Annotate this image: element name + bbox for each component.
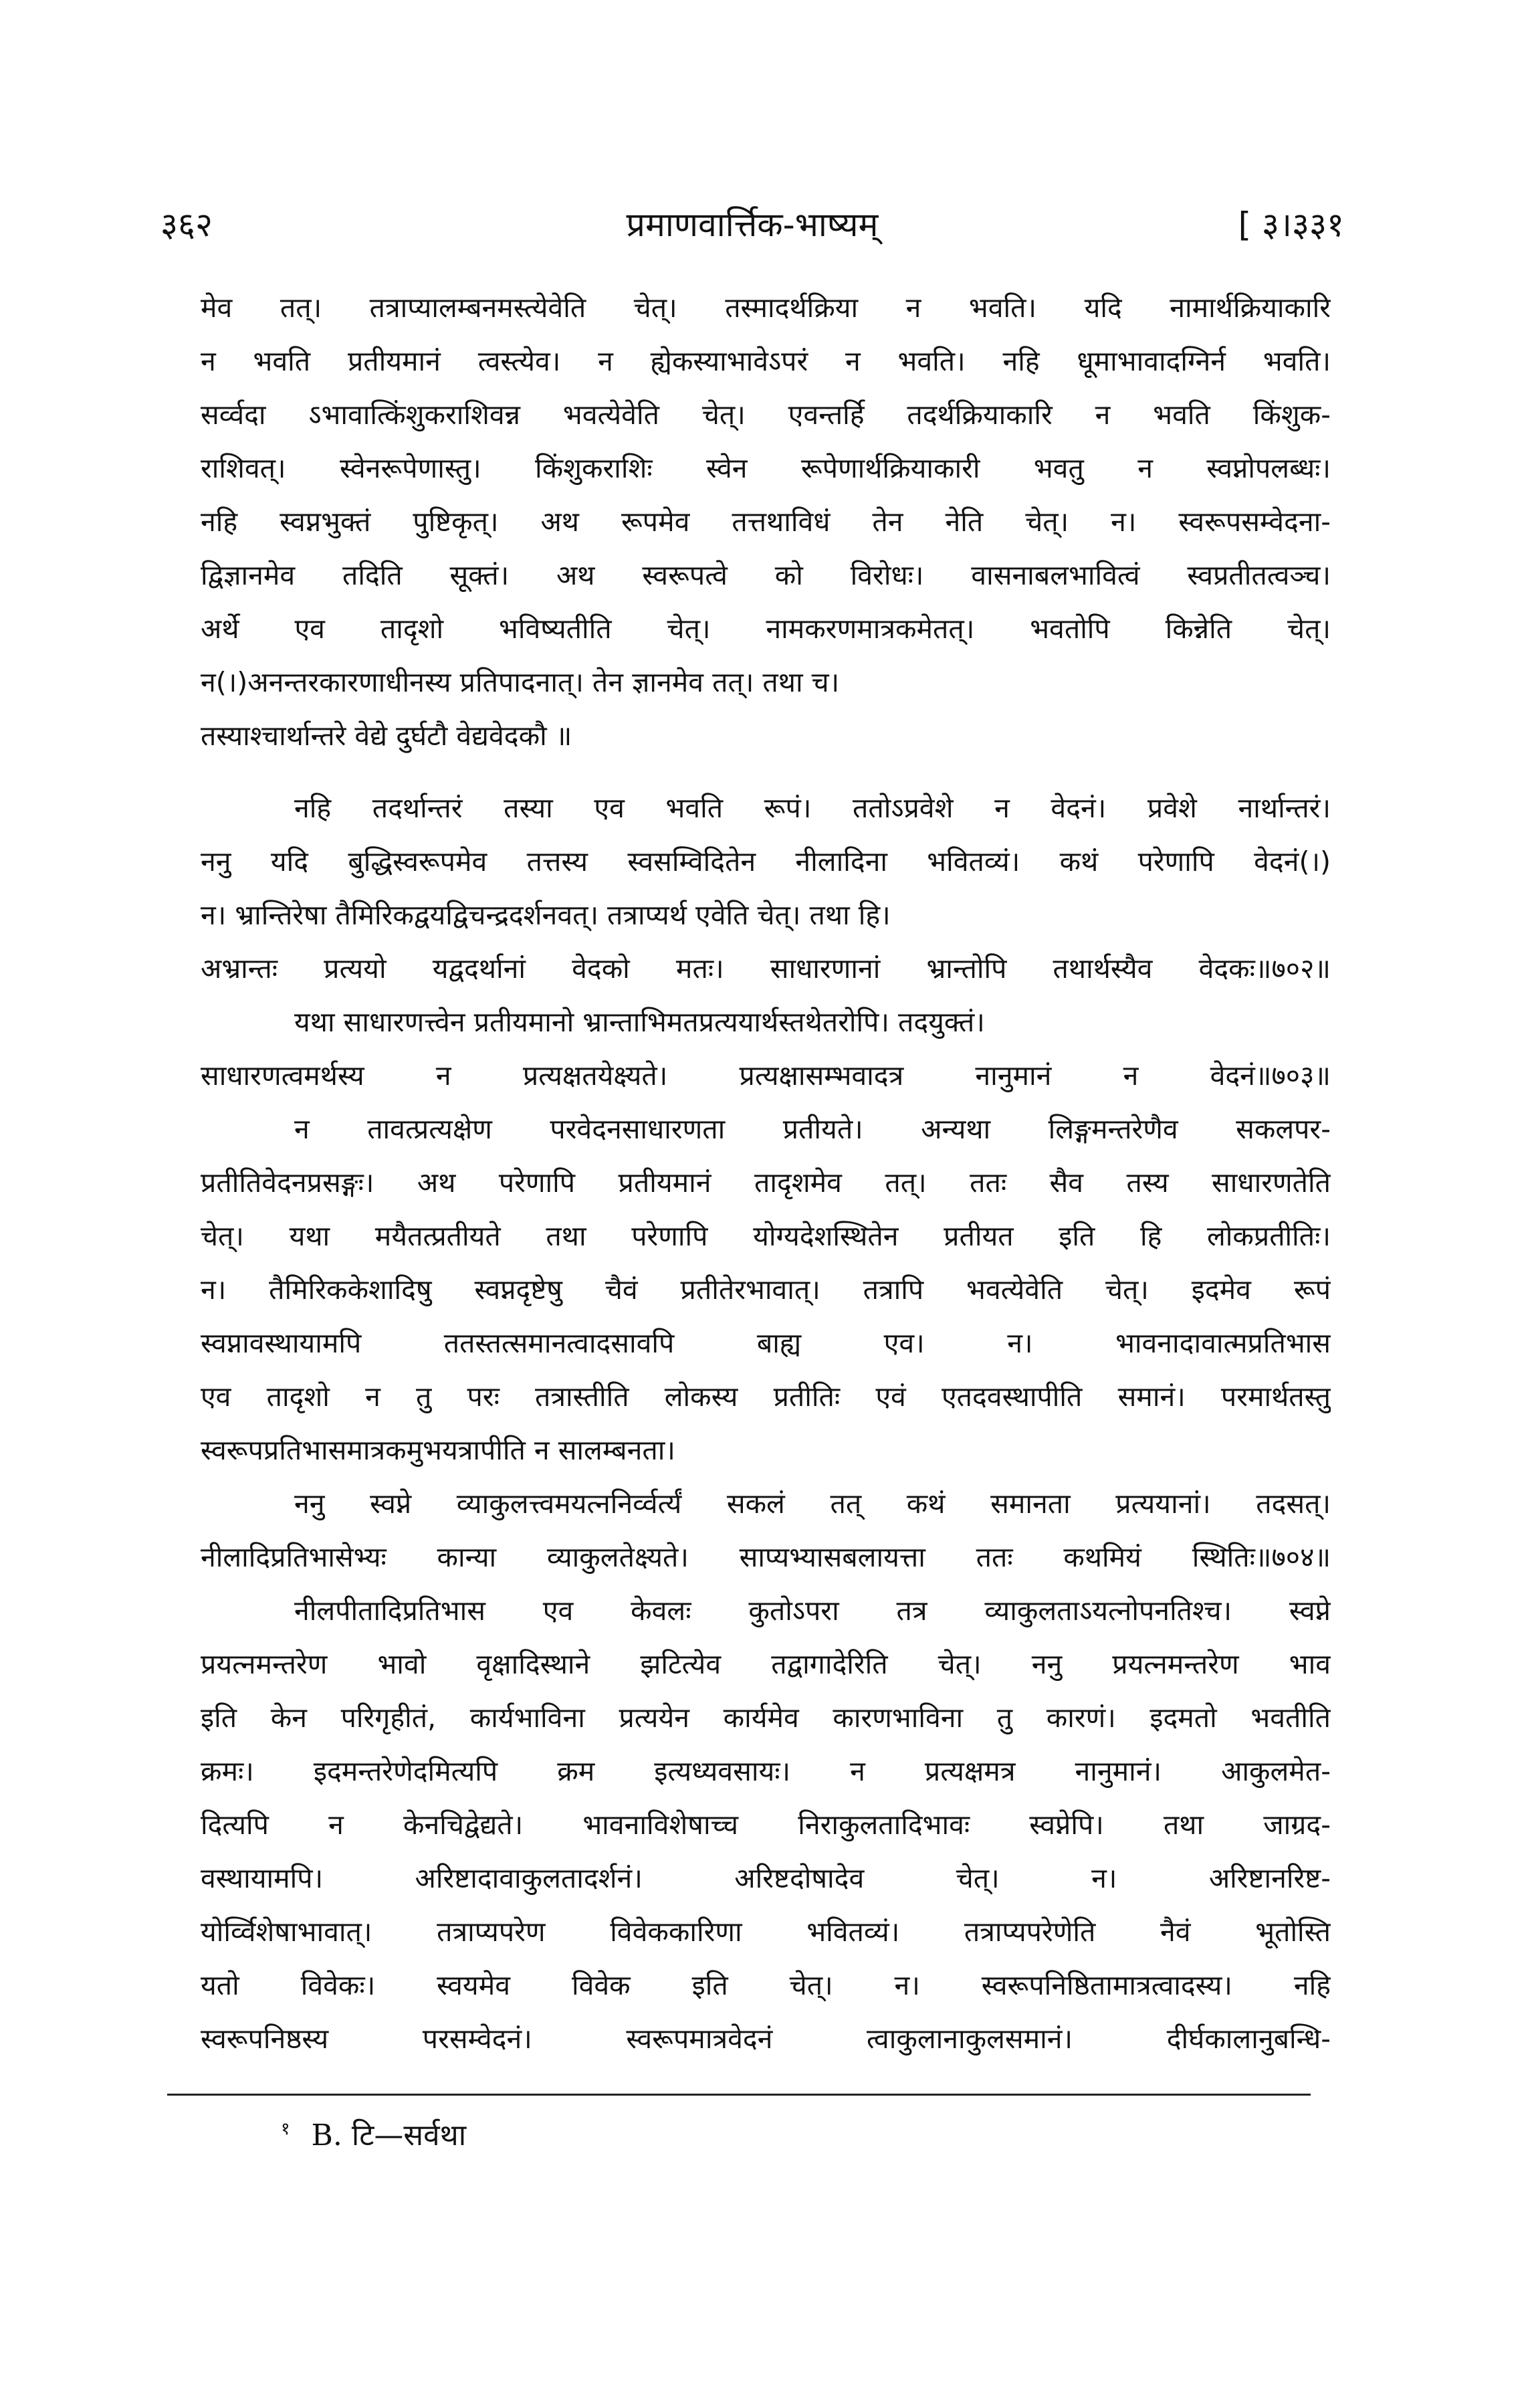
text-line: एव तादृशो न तु परः तत्रास्तीति लोकस्य प्रतीतिः एवं एतदवस्थापीति समानं। परमार्थतस्तु bbox=[201, 1381, 1331, 1413]
text-line: राशिवत्। स्वेनरूपेणास्तु। किंशुकराशिः स्वेन रूपेणार्थक्रियाकारी भवतु न स्वप्नोपलब्धः। bbox=[201, 452, 1331, 484]
text-line: न(।)अनन्तरकारणाधीनस्य प्रतिपादनात्। तेन ज्ञानमेव तत्। तथा च। bbox=[201, 666, 840, 698]
text-line: स्वप्नावस्थायामपि ततस्तत्समानत्वादसावपि बाह्य एव। न। भावनादावात्मप्रतिभास bbox=[201, 1327, 1331, 1359]
text-line: स्वरूपप्रतिभासमात्रकमुभयत्रापीति न सालम्बनता। bbox=[201, 1434, 675, 1466]
footnote-divider bbox=[167, 2094, 1311, 2096]
footnote bbox=[281, 2114, 466, 2154]
text-line: मेव तत्। तत्राप्यालम्बनमस्त्येवेति चेत्। तस्मादर्थक्रिया न भवति। यदि नामार्थक्रियाकारि bbox=[201, 292, 1331, 324]
text-line: नीलपीतादिप्रतिभास एव केवलः कुतोऽपरा तत्र व्याकुलताऽयत्नोपनतिश्च। स्वप्ने bbox=[294, 1595, 1331, 1627]
running-title: प्रमाणवार्त्तिक-भाष्यम् bbox=[626, 205, 879, 244]
footnote-marker: १ bbox=[281, 2119, 290, 2140]
text-line: प्रयत्नमन्तरेण भावो वृक्षादिस्थाने झटित्येव तद्वागादेरिति चेत्। ननु प्रयत्नमन्तरेण भाव bbox=[201, 1648, 1331, 1680]
text-line: वस्थायामपि। अरिष्टादावाकुलतादर्शनं। अरिष्टदोषादेव चेत्। न। अरिष्टानरिष्ट- bbox=[201, 1862, 1331, 1894]
main-text bbox=[201, 281, 1331, 2066]
text-line: नहि तदर्थान्तरं तस्या एव भवति रूपं। ततोऽप्रवेशे न वेदनं। प्रवेशे नार्थान्तरं। bbox=[294, 792, 1331, 824]
text-line: नहि स्वप्नभुक्तं पुष्टिकृत्। अथ रूपमेव तत्तथाविधं तेन नेति चेत्। न। स्वरूपसम्वेदना- bbox=[201, 506, 1331, 538]
text-line: दित्यपि न केनचिद्वेद्यते। भावनाविशेषाच्च निराकुलतादिभावः स्वप्नेपि। तथा जाग्रद- bbox=[201, 1809, 1331, 1841]
verse-line: तस्याश्चार्थान्तरे वेद्ये दुर्घटौ वेद्यवेदकौ ॥ bbox=[201, 720, 572, 752]
verse-703: साधारणत्वमर्थस्य न प्रत्यक्षतयेक्ष्यते। प्रत्यक्षासम्भवादत्र नानुमानं न वेदनं॥७०३॥ bbox=[201, 1060, 1331, 1092]
text-line: योर्व्विशेषाभावात्। तत्राप्यपरेण विवेककारिणा भवितव्यं। तत्राप्यपरेणेति नैवं भूतोस्ति bbox=[201, 1916, 1331, 1948]
text-line: प्रतीतिवेदनप्रसङ्गः। अथ परेणापि प्रतीयमानं तादृशमेव तत्। ततः सैव तस्य साधारणतेति bbox=[201, 1167, 1331, 1199]
text-line: ननु यदि बुद्धिस्वरूपमेव तत्तस्य स्वसम्विदितेन नीलादिना भवितव्यं। कथं परेणापि वेदनं(।) bbox=[201, 845, 1331, 878]
verse-702: अभ्रान्तः प्रत्ययो यद्वदर्थानां वेदको मतः। साधारणानां भ्रान्तोपि तथार्थस्यैव वेदकः॥७०२॥ bbox=[201, 952, 1331, 985]
text-line: न तावत्प्रत्यक्षेण परवेदनसाधारणता प्रतीयते। अन्यथा लिङ्गमन्तरेणैव सकलपर- bbox=[294, 1113, 1331, 1145]
text-line: स्वरूपनिष्ठस्य परसम्वेदनं। स्वरूपमात्रवेदनं त्वाकुलानाकुलसमानं। दीर्घकालानुबन्धि- bbox=[201, 2023, 1331, 2055]
footnote-source: B. bbox=[311, 2118, 342, 2152]
text-line: क्रमः। इदमन्तरेणेदमित्यपि क्रम इत्यध्यवसायः। न प्रत्यक्षमत्र नानुमानं। आकुलमेत- bbox=[201, 1755, 1331, 1787]
text-line: यथा साधारणत्त्वेन प्रतीयमानो भ्रान्ताभिमतप्रत्ययार्थस्तथेतरोपि। तदयुक्तं। bbox=[294, 1006, 985, 1038]
section-reference: [ ३।३३१ bbox=[1238, 205, 1344, 244]
text-line: इति केन परिगृहीतं, कार्यभाविना प्रत्ययेन कार्यमेव कारणभाविना तु कारणं। इदमतो भवतीति bbox=[201, 1702, 1331, 1734]
text-line: न। भ्रान्तिरेषा तैमिरिकद्वयद्विचन्द्रदर्शनवत्। तत्राप्यर्थ एवेति चेत्। तथा हि। bbox=[201, 899, 891, 931]
page-header bbox=[160, 201, 1344, 254]
text-line: चेत्। यथा मयैतत्प्रतीयते तथा परेणापि योग्यदेशस्थितेन प्रतीयत इति हि लोकप्रतीतिः। bbox=[201, 1220, 1331, 1252]
footnote-text: टि—सर्वथा bbox=[351, 2118, 467, 2152]
text-line: न। तैमिरिककेशादिषु स्वप्नदृष्टेषु चैवं प्रतीतेरभावात्। तत्रापि भवत्येवेति चेत्। इदमेव रूपं bbox=[201, 1274, 1331, 1306]
page-number: ३६२ bbox=[160, 205, 213, 244]
text-line: ननु स्वप्ने व्याकुलत्त्वमयत्ननिर्व्वर्त्यं सकलं तत् कथं समानता प्रत्ययानां। तदसत्। bbox=[294, 1488, 1331, 1520]
text-line: द्विज्ञानमेव तदिति सूक्तं। अथ स्वरूपत्वे को विरोधः। वासनाबलभावित्वं स्वप्रतीतत्वञ्च। bbox=[201, 559, 1331, 591]
text-line: अर्थे एव तादृशो भविष्यतीति चेत्। नामकरणमात्रकमेतत्। भवतोपि किन्नेति चेत्। bbox=[201, 613, 1331, 645]
text-line: न भवति प्रतीयमानं त्वस्त्येव। न ह्येकस्याभावेऽपरं न भवति। नहि धूमाभावादग्निर्न भवति। bbox=[201, 345, 1331, 377]
verse-704: नीलादिप्रतिभासेभ्यः कान्या व्याकुलतेक्ष्यते। साप्यभ्यासबलायत्ता ततः कथमियं स्थितिः॥७०४॥ bbox=[201, 1541, 1331, 1573]
text-line: सर्व्वदा ऽभावात्किंशुकराशिवन्न भवत्येवेति चेत्। एवन्तर्हि तदर्थक्रियाकारि न भवति किंशुक- bbox=[201, 399, 1331, 431]
text-line: यतो विवेकः। स्वयमेव विवेक इति चेत्। न। स्वरूपनिष्ठितामात्रत्वादस्य। नहि bbox=[201, 1969, 1331, 2001]
